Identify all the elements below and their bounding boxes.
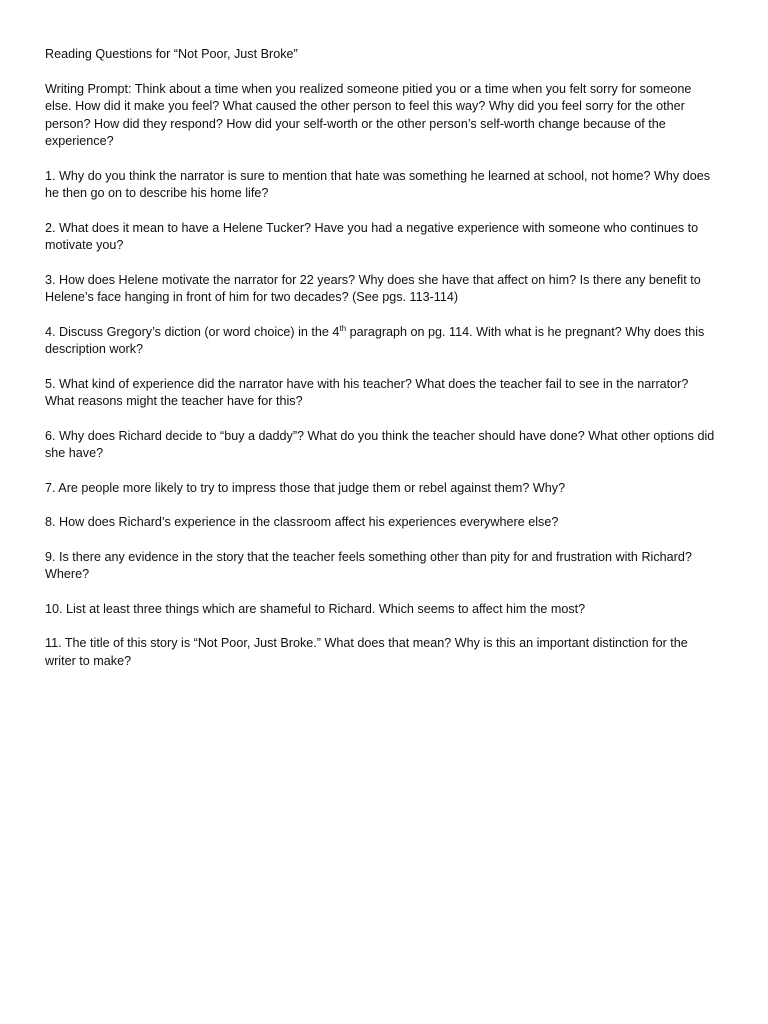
question-3: 3. How does Helene motivate the narrator for 22 years? Why does she have that affect on him? Is there any benefit to Helene’s face hanging in front of him for two decades? (See pgs. 113-114) [45, 272, 701, 304]
document-page [45, 46, 721, 670]
question-8: 8. How does Richard’s experience in the classroom affect his experiences everywhere else? [45, 515, 559, 529]
question-4 [45, 324, 721, 359]
question-2: 2. What does it mean to have a Helene Tucker? Have you had a negative experience with someone who continues to motivate you? [45, 220, 699, 252]
writing-prompt: Writing Prompt: Think about a time when you realized someone pitied you or a time when you felt sorry for someone else. How did it make you feel? What caused the other person to feel this way? Why did you feel sorry for the other person? How did they respond? How did your self-worth or the other person’s self-worth change because of the experience? [45, 81, 692, 148]
question-10: 10. List at least three things which are shameful to Richard. Which seems to affect him the most? [45, 601, 586, 616]
question-7: 7. Are people more likely to try to impress those that judge them or rebel against them? Why? [45, 480, 566, 495]
question-4-text-after: paragraph on pg. 114. With what is he pregnant? Why does this description work? [45, 324, 705, 356]
question-11: 11. The title of this story is “Not Poor, Just Broke.” What does that mean? Why is this an important distinction for the writer to make? [45, 636, 688, 668]
question-1: 1. Why do you think the narrator is sure to mention that hate was something he learned at school, not home? Why does he then go on to describe his home life? [45, 168, 711, 200]
question-5: 5. What kind of experience did the narrator have with his teacher? What does the teacher fail to see in the narrator? What reasons might the teacher have for this? [45, 376, 689, 408]
question-6: 6. Why does Richard decide to “buy a daddy”? What do you think the teacher should have done? What other options did she have? [45, 428, 715, 460]
question-4-text-before: 4. Discuss Gregory’s diction (or word choice) in the 4 [45, 324, 340, 339]
document-title: Reading Questions for “Not Poor, Just Broke” [45, 47, 298, 61]
question-4-superscript: th [339, 323, 347, 333]
question-9: 9. Is there any evidence in the story that the teacher feels something other than pity for and frustration with Richard? Where? [45, 549, 692, 581]
